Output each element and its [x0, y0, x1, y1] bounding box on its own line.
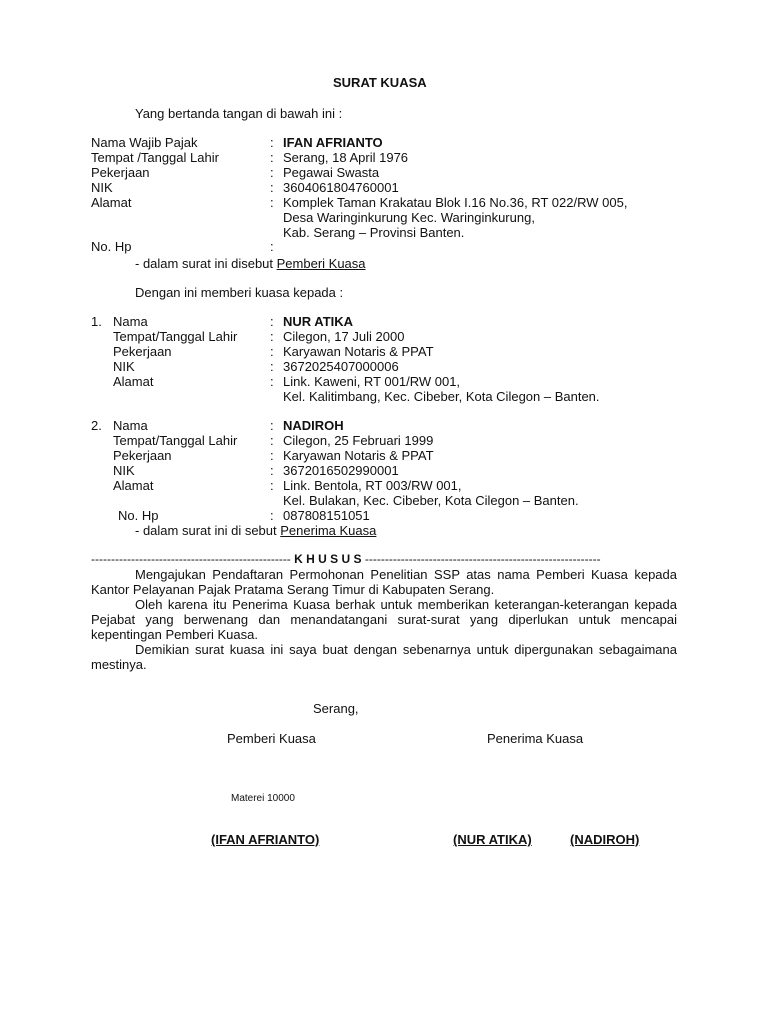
- special-heading: K H U S U S: [294, 552, 362, 566]
- colon: :: [270, 359, 274, 374]
- separator-dashes-left: --------------------------------------------------: [91, 552, 291, 566]
- grantee-note-role: Penerima Kuasa: [280, 523, 377, 538]
- grantee-address-label: Alamat: [113, 478, 154, 493]
- special-paragraph: Mengajukan Pendaftaran Permohonan Penelitian SSP atas nama Pemberi Kuasa kepada Kantor Pelayanan Pajak Pratama Serang Timur di Kabupaten Serang.: [91, 567, 677, 597]
- colon: :: [270, 418, 274, 433]
- grantee-job: Karyawan Notaris & PPAT: [283, 448, 434, 463]
- grantee-note-prefix: - dalam surat ini di sebut: [135, 523, 277, 538]
- grantee-nik-label: NIK: [113, 359, 135, 374]
- grantee1-signatory-name: (NUR ATIKA): [453, 832, 532, 847]
- grantee-name-label: Nama: [113, 418, 148, 433]
- grantor-nik: 3604061804760001: [283, 180, 399, 195]
- grantee-job-label: Pekerjaan: [113, 448, 172, 463]
- grantor-address-line: Desa Waringinkurung Kec. Waringinkurung,: [283, 210, 535, 225]
- grantor-address-line: Kab. Serang – Provinsi Banten.: [283, 225, 465, 240]
- colon: :: [270, 344, 274, 359]
- grantee-birth-label: Tempat/Tanggal Lahir: [113, 433, 238, 448]
- colon: :: [270, 239, 274, 254]
- grantor-phone-label: No. Hp: [91, 239, 132, 254]
- colon: :: [270, 374, 274, 389]
- grantee-birth-label: Tempat/Tanggal Lahir: [113, 329, 238, 344]
- separator-dashes-right: -----------------------------------------------------------: [364, 552, 601, 566]
- colon: :: [270, 180, 274, 195]
- colon: :: [270, 448, 274, 463]
- colon: :: [270, 478, 274, 493]
- grantor-note-prefix: - dalam surat ini disebut: [135, 256, 274, 271]
- grantee-phone-label: No. Hp: [118, 508, 159, 523]
- grantee-name: NADIROH: [283, 418, 344, 433]
- grantor-birth: Serang, 18 April 1976: [283, 150, 409, 165]
- grantee-number: 1.: [91, 314, 102, 329]
- grantee-birth: Cilegon, 17 Juli 2000: [283, 329, 405, 344]
- colon: :: [270, 165, 274, 180]
- colon: :: [270, 314, 274, 329]
- grantee-address-line: Link. Kaweni, RT 001/RW 001,: [283, 374, 461, 389]
- colon: :: [270, 329, 274, 344]
- grantor-job-label: Pekerjaan: [91, 165, 150, 180]
- grantee-name-label: Nama: [113, 314, 148, 329]
- grant-intro: Dengan ini memberi kuasa kepada :: [135, 285, 344, 300]
- grantor-sign-label: Pemberi Kuasa: [227, 731, 316, 746]
- grantor-address-label: Alamat: [91, 195, 132, 210]
- special-separator: [91, 552, 601, 567]
- grantor-address-line: Komplek Taman Krakatau Blok I.16 No.36, RT 022/RW 005,: [283, 195, 628, 210]
- grantee-phone: 087808151051: [283, 508, 370, 523]
- document-title: SURAT KUASA: [333, 75, 427, 90]
- grantor-name-label: Nama Wajib Pajak: [91, 135, 198, 150]
- colon: :: [270, 508, 274, 523]
- grantee-sign-label: Penerima Kuasa: [487, 731, 584, 746]
- grantor-nik-label: NIK: [91, 180, 113, 195]
- grantor-name: IFAN AFRIANTO: [283, 135, 383, 150]
- grantee-nik: 3672025407000006: [283, 359, 399, 374]
- grantee-nik-label: NIK: [113, 463, 135, 478]
- grantee2-signatory-name: (NADIROH): [570, 832, 640, 847]
- grantor-birth-label: Tempat /Tanggal Lahir: [91, 150, 219, 165]
- grantee-name: NUR ATIKA: [283, 314, 354, 329]
- grantee-job-label: Pekerjaan: [113, 344, 172, 359]
- colon: :: [270, 195, 274, 210]
- special-paragraph: Oleh karena itu Penerima Kuasa berhak untuk memberikan keterangan-keterangan kepada Pejabat yang berwenang dan menandatangani surat-surat yang diperlukan untuk mencapai kepentingan Pemberi Kuasa.: [91, 597, 677, 642]
- grantee-address-line: Kel. Kalitimbang, Kec. Cibeber, Kota Cilegon – Banten.: [283, 389, 600, 404]
- grantor-note: [135, 256, 366, 271]
- stamp-duty-label: Materei 10000: [231, 793, 295, 804]
- grantor-signatory-name: (IFAN AFRIANTO): [211, 832, 320, 847]
- grantee-nik: 3672016502990001: [283, 463, 399, 478]
- grantee-address-line: Link. Bentola, RT 003/RW 001,: [283, 478, 462, 493]
- grantee-job: Karyawan Notaris & PPAT: [283, 344, 434, 359]
- special-paragraph: Demikian surat kuasa ini saya buat dengan sebenarnya untuk dipergunakan sebagaimana mestinya.: [91, 642, 677, 672]
- grantor-note-role: Pemberi Kuasa: [276, 256, 366, 271]
- grantee-birth: Cilegon, 25 Februari 1999: [283, 433, 434, 448]
- colon: :: [270, 463, 274, 478]
- grantee-number: 2.: [91, 418, 102, 433]
- grantee-note: [135, 523, 376, 538]
- colon: :: [270, 150, 274, 165]
- place-date: Serang,: [313, 701, 359, 716]
- colon: :: [270, 433, 274, 448]
- grantee-address-label: Alamat: [113, 374, 154, 389]
- intro-text: Yang bertanda tangan di bawah ini :: [135, 106, 343, 121]
- grantee-address-line: Kel. Bulakan, Kec. Cibeber, Kota Cilegon – Banten.: [283, 493, 579, 508]
- grantor-job: Pegawai Swasta: [283, 165, 380, 180]
- colon: :: [270, 135, 274, 150]
